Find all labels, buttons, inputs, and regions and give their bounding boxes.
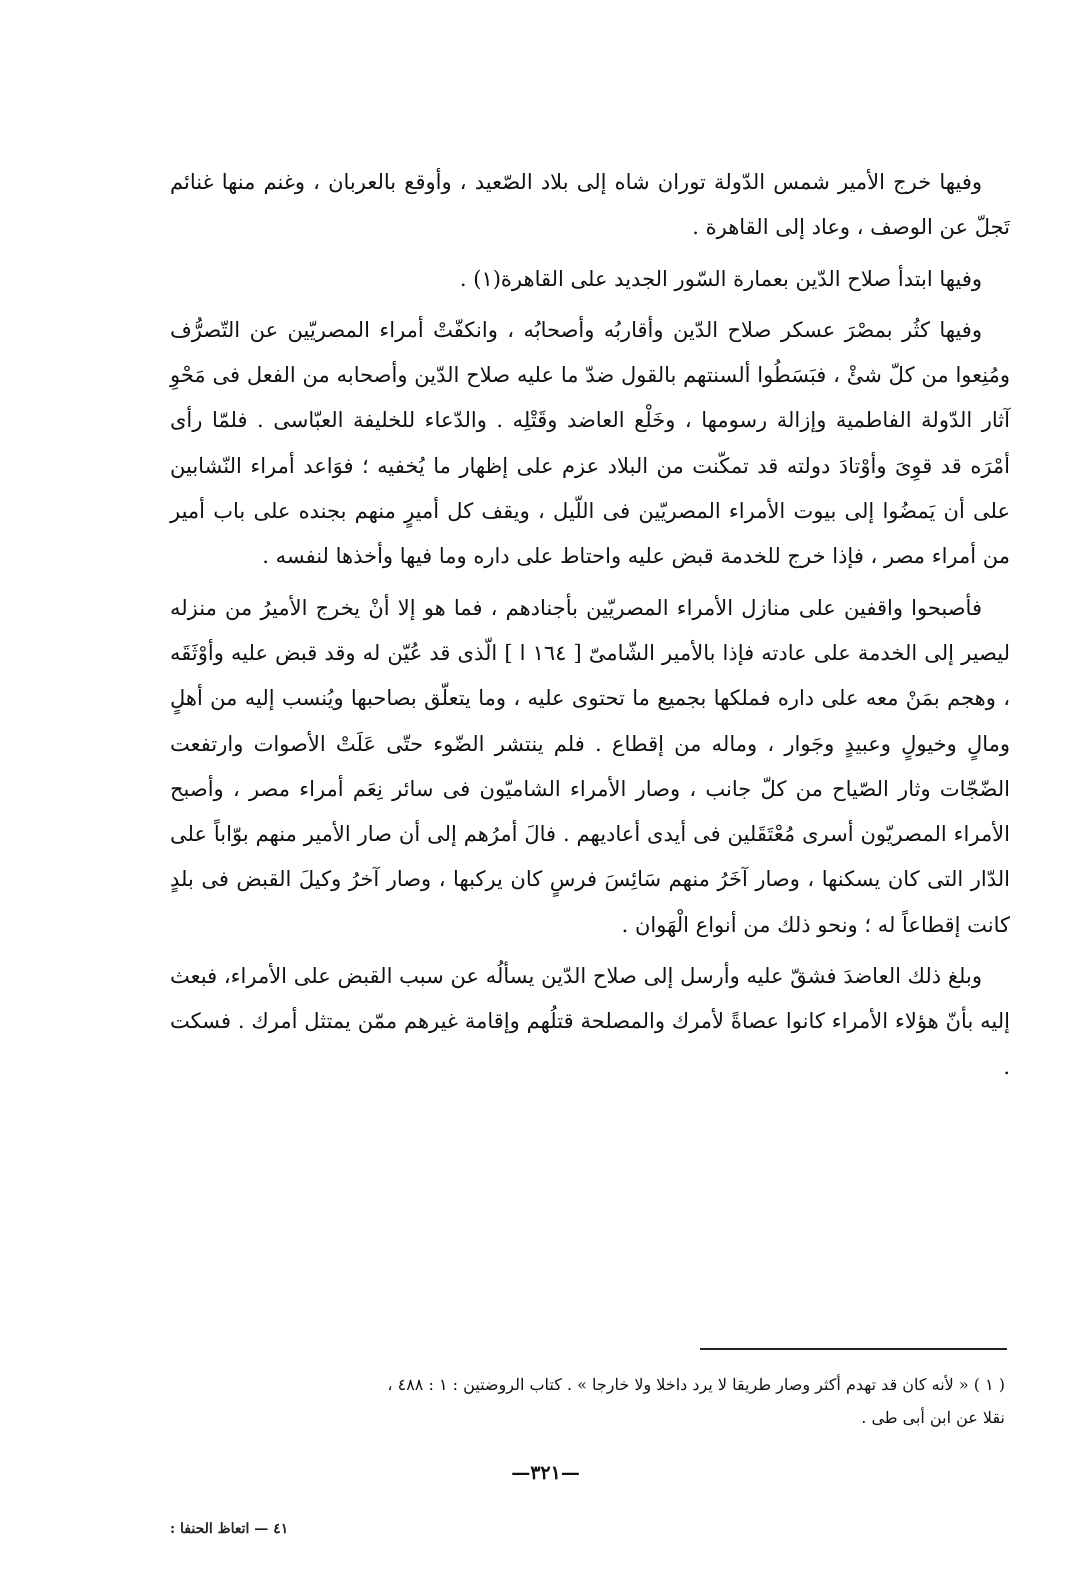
paragraph: وفيها خرج الأمير شمس الدّولة توران شاه إلى بلاد الصّعيد ، وأوقع بالعربان ، وغنم منها غنائم تَجلّ عن الوصف ، وعاد إلى القاهرة . (170, 170, 1010, 240)
footnote-line: نقلا عن ابن أبى طى . (861, 1408, 1005, 1427)
footnotes (170, 1368, 1005, 1434)
footnote-divider (700, 1348, 1007, 1350)
paragraph: وفيها ابتدأ صلاح الدّين بعمارة السّور الجديد على القاهرة(١) . (459, 266, 982, 291)
main-text-block (170, 160, 1010, 1090)
page-number: —٣٢١— (511, 1462, 580, 1484)
paragraph: وفيها كثُر بمصْرَ عسكر صلاح الدّين وأقاربُه وأصحابُه ، وانكفّتْ أمراء المصريّين عن التّصرُّف ومُنِعوا من كلّ شئْ ، فبَسَطُوا ألسنتهم بالقول ضدّ ما عليه صلاح الدّين وأصحابه من الفعل فى مَحْوِ آثار الدّولة الفاطمية وإزالة رسومها ، وخَلْع العاضد وقَتْلِه . والدّعاء للخليفة العبّاسى . فلمّا رأى أمْرَه قد قوِىَ وأوْتادَ دولته قد تمكّنت من البلاد عزم على إظهار ما يُخفيه ؛ فوَاعد أمراء النّشابين على أن يَمضُوا إلى بيوت الأمراء المصريّين فى اللّيل ، ويقف كل أميرٍ منهم بجنده على باب أمير من أمراء مصر ، فإذا خرج للخدمة قبض عليه واحتاط على داره وما فيها وأخذها لنفسه . (170, 317, 1010, 569)
footnote-line: ( ١ ) « لأنه كان قد تهدم أكثر وصار طريقا لا يرد داخلا ولا خارجا » . كتاب الروضتين : ١ : ٤٨٨ ، (387, 1375, 1005, 1394)
paragraph: وبلغ ذلك العاضدَ فشقّ عليه وأرسل إلى صلاح الدّين يسألُه عن سبب القبض على الأمراء، فبعث إليه بأنّ هؤلاء الأمراء كانوا عصاةً لأمرك والمصلحة قتلُهم وإقامة غيرهم ممّن يمتثل أمرك . فسكت . (170, 964, 1010, 1079)
printer-signature: ٤١ — اتعاظ الحنفا : (170, 1521, 289, 1537)
paragraph: فأصبحوا واقفين على منازل الأمراء المصريّين بأجنادهم ، فما هو إلا أنْ يخرج الأميرُ من منزله ليصير إلى الخدمة على عادته فإذا بالأمير الشّامىّ [ ١٦٤ ا ] الّذى قد عُيّن له وقد قبض عليه وأوْثَقَه ، وهجم بمَنْ معه على داره فملكها بجميع ما تحتوى عليه ، وما يتعلّق بصاحبها ويُنسب إليه من أهلٍ ومالٍ وخيولٍ وعبيدٍ وجَوار ، وماله من إقطاع . فلم ينتشر الضّوء حتّى عَلَتْ الأصوات وارتفعت الضّجّات وثار الصّياح من كلّ جانب ، وصار الأمراء الشاميّون فى سائر نِعَم أمراء مصر ، وأصبح الأمراء المصريّون أسرى مُعْتَقَلين فى أيدى أعاديهم . فالَ أمرُهم إلى أن صار الأمير منهم بوّاباً على الدّار التى كان يسكنها ، وصار آخَرُ منهم سَائِسَ فرسٍ كان يركبها ، وصار آخرُ وكيلَ القبض فى بلدٍ كانت إقطاعاً له ؛ ونحو ذلك من أنواع الْهَوان . (170, 595, 1010, 937)
